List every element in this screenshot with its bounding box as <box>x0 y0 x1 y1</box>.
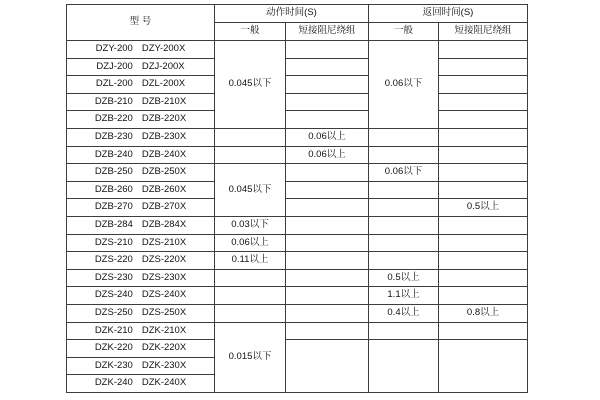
cell-action-general <box>215 128 286 146</box>
model-name: DZB-284 <box>94 219 133 231</box>
model-name: DZK-210 <box>94 324 133 336</box>
cell-action-general: 0.045以下 <box>215 41 286 129</box>
cell-return-damped <box>439 252 528 270</box>
cell-return-damped: 0.5以上 <box>439 199 528 217</box>
model-name: DZY-200 <box>95 43 133 55</box>
table-row <box>67 199 528 217</box>
cell-action-damped <box>286 287 369 305</box>
table-row <box>67 58 528 76</box>
model-name-x: DZS-250X <box>141 306 187 318</box>
model-name: DZK-230 <box>94 359 133 371</box>
model-name-x: DZB-220X <box>141 113 187 125</box>
cell-action-damped <box>286 181 369 199</box>
cell-return-general <box>369 252 439 270</box>
cell-return-damped <box>439 287 528 305</box>
cell-return-damped <box>439 128 528 146</box>
cell-model <box>67 76 215 94</box>
cell-return-general <box>369 199 439 217</box>
cell-action-damped <box>286 234 369 252</box>
cell-model <box>67 93 215 111</box>
model-name: DZB-210 <box>94 95 133 107</box>
cell-return-general: 1.1以上 <box>369 287 439 305</box>
cell-return-damped <box>439 181 528 199</box>
cell-model <box>67 216 215 234</box>
cell-action-damped <box>286 216 369 234</box>
model-name-x: DZS-230X <box>141 271 187 283</box>
model-name-x: DZB-210X <box>141 95 187 107</box>
model-name: DZB-250 <box>94 166 133 178</box>
cell-action-damped <box>286 111 369 129</box>
cell-return-general: 0.4以上 <box>369 304 439 322</box>
cell-action-general <box>215 304 286 322</box>
model-name-x: DZK-240X <box>141 377 187 389</box>
model-name: DZB-230 <box>94 131 133 143</box>
header-row-1 <box>67 5 528 23</box>
model-name-x: DZB-250X <box>141 166 187 178</box>
cell-return-general <box>369 181 439 199</box>
table-row <box>67 146 528 164</box>
model-name: DZB-220 <box>94 113 133 125</box>
model-name-x: DZS-240X <box>141 289 187 301</box>
cell-action-general: 0.06以上 <box>215 234 286 252</box>
cell-return-damped <box>439 164 528 182</box>
relay-timing-spec-table <box>66 4 528 393</box>
model-name: DZB-270 <box>94 201 133 213</box>
cell-action-damped <box>286 76 369 94</box>
table-row <box>67 287 528 305</box>
model-name: DZS-230 <box>94 271 133 283</box>
cell-action-damped <box>286 340 369 393</box>
header-action-time: 动作时间(S) <box>215 5 369 23</box>
model-name-x: DZY-200X <box>141 43 186 55</box>
cell-model <box>67 146 215 164</box>
cell-action-damped <box>286 93 369 111</box>
model-name-x: DZK-210X <box>141 324 187 336</box>
cell-action-damped <box>286 41 369 59</box>
cell-action-damped <box>286 164 369 182</box>
table-row <box>67 234 528 252</box>
cell-model <box>67 269 215 287</box>
cell-return-damped <box>439 322 528 340</box>
model-name-x: DZB-240X <box>141 148 187 160</box>
cell-model <box>67 164 215 182</box>
model-name-x: DZK-230X <box>141 359 187 371</box>
table-row <box>67 181 528 199</box>
cell-model <box>67 111 215 129</box>
table-row <box>67 322 528 340</box>
cell-return-damped <box>439 234 528 252</box>
model-name-x: DZB-230X <box>141 131 187 143</box>
table-row <box>67 269 528 287</box>
cell-model <box>67 252 215 270</box>
header-return-time: 返回时间(S) <box>369 5 528 23</box>
model-name-x: DZS-210X <box>141 236 187 248</box>
cell-action-damped <box>286 304 369 322</box>
cell-action-general <box>215 269 286 287</box>
model-name-x: DZK-220X <box>141 342 187 354</box>
cell-return-damped <box>439 269 528 287</box>
cell-action-damped <box>286 269 369 287</box>
table-row <box>67 128 528 146</box>
table-row <box>67 41 528 59</box>
cell-return-general: 0.06以下 <box>369 41 439 129</box>
cell-return-general <box>369 146 439 164</box>
model-name: DZJ-200 <box>96 60 133 72</box>
model-name-x: DZL-200X <box>141 78 186 90</box>
cell-action-damped <box>286 252 369 270</box>
cell-action-general <box>215 146 286 164</box>
cell-action-general <box>215 287 286 305</box>
cell-model <box>67 41 215 59</box>
model-name: DZK-240 <box>94 377 133 389</box>
cell-return-damped <box>439 146 528 164</box>
header-action-general: 一般 <box>215 23 286 41</box>
header-action-damped-winding: 短接阻尼绕组 <box>286 23 369 41</box>
cell-return-damped <box>439 58 528 76</box>
header-return-general: 一般 <box>369 23 439 41</box>
model-name: DZK-220 <box>94 342 133 354</box>
cell-return-general <box>369 234 439 252</box>
model-name: DZS-240 <box>94 289 133 301</box>
table-body <box>67 41 528 393</box>
cell-model <box>67 287 215 305</box>
header-return-damped-winding: 短接阻尼绕组 <box>439 23 528 41</box>
model-name: DZB-260 <box>94 183 133 195</box>
cell-action-damped: 0.06以上 <box>286 146 369 164</box>
cell-return-damped: 0.8以上 <box>439 304 528 322</box>
model-name: DZL-200 <box>95 78 133 90</box>
model-name: DZS-250 <box>94 306 133 318</box>
cell-return-damped <box>439 111 528 129</box>
cell-action-general: 0.11以上 <box>215 252 286 270</box>
cell-model <box>67 234 215 252</box>
cell-model <box>67 322 215 340</box>
table-row <box>67 252 528 270</box>
cell-return-general: 0.06以下 <box>369 164 439 182</box>
cell-return-damped <box>439 41 528 59</box>
cell-model <box>67 357 215 375</box>
cell-model <box>67 199 215 217</box>
model-name: DZS-210 <box>94 236 133 248</box>
cell-return-general: 0.5以上 <box>369 269 439 287</box>
table-row <box>67 111 528 129</box>
table-row <box>67 76 528 94</box>
cell-action-damped <box>286 58 369 76</box>
cell-action-damped: 0.06以上 <box>286 128 369 146</box>
table-header <box>67 5 528 41</box>
cell-model <box>67 58 215 76</box>
model-name-x: DZS-220X <box>141 254 187 266</box>
cell-action-general: 0.03以下 <box>215 216 286 234</box>
cell-action-damped <box>286 322 369 340</box>
cell-return-damped <box>439 93 528 111</box>
model-name-x: DZB-284X <box>141 219 187 231</box>
table-row <box>67 93 528 111</box>
model-name-x: DZB-270X <box>141 201 187 213</box>
cell-model <box>67 181 215 199</box>
model-name: DZS-220 <box>94 254 133 266</box>
cell-model <box>67 128 215 146</box>
model-name-x: DZB-260X <box>141 183 187 195</box>
table-row <box>67 164 528 182</box>
cell-action-damped <box>286 199 369 217</box>
model-name-x: DZJ-200X <box>141 60 185 72</box>
cell-action-general: 0.045以下 <box>215 164 286 217</box>
table-row <box>67 216 528 234</box>
cell-return-damped <box>439 76 528 94</box>
header-model: 型 号 <box>67 5 215 41</box>
model-name: DZB-240 <box>94 148 133 160</box>
cell-return-damped <box>439 340 528 393</box>
cell-return-general <box>369 340 439 393</box>
cell-model <box>67 304 215 322</box>
cell-return-general <box>369 128 439 146</box>
cell-return-damped <box>439 216 528 234</box>
cell-return-general <box>369 216 439 234</box>
cell-model <box>67 340 215 358</box>
table-row <box>67 340 528 358</box>
table-row <box>67 304 528 322</box>
cell-model <box>67 375 215 393</box>
cell-action-general: 0.015以下 <box>215 322 286 392</box>
cell-return-general <box>369 322 439 340</box>
